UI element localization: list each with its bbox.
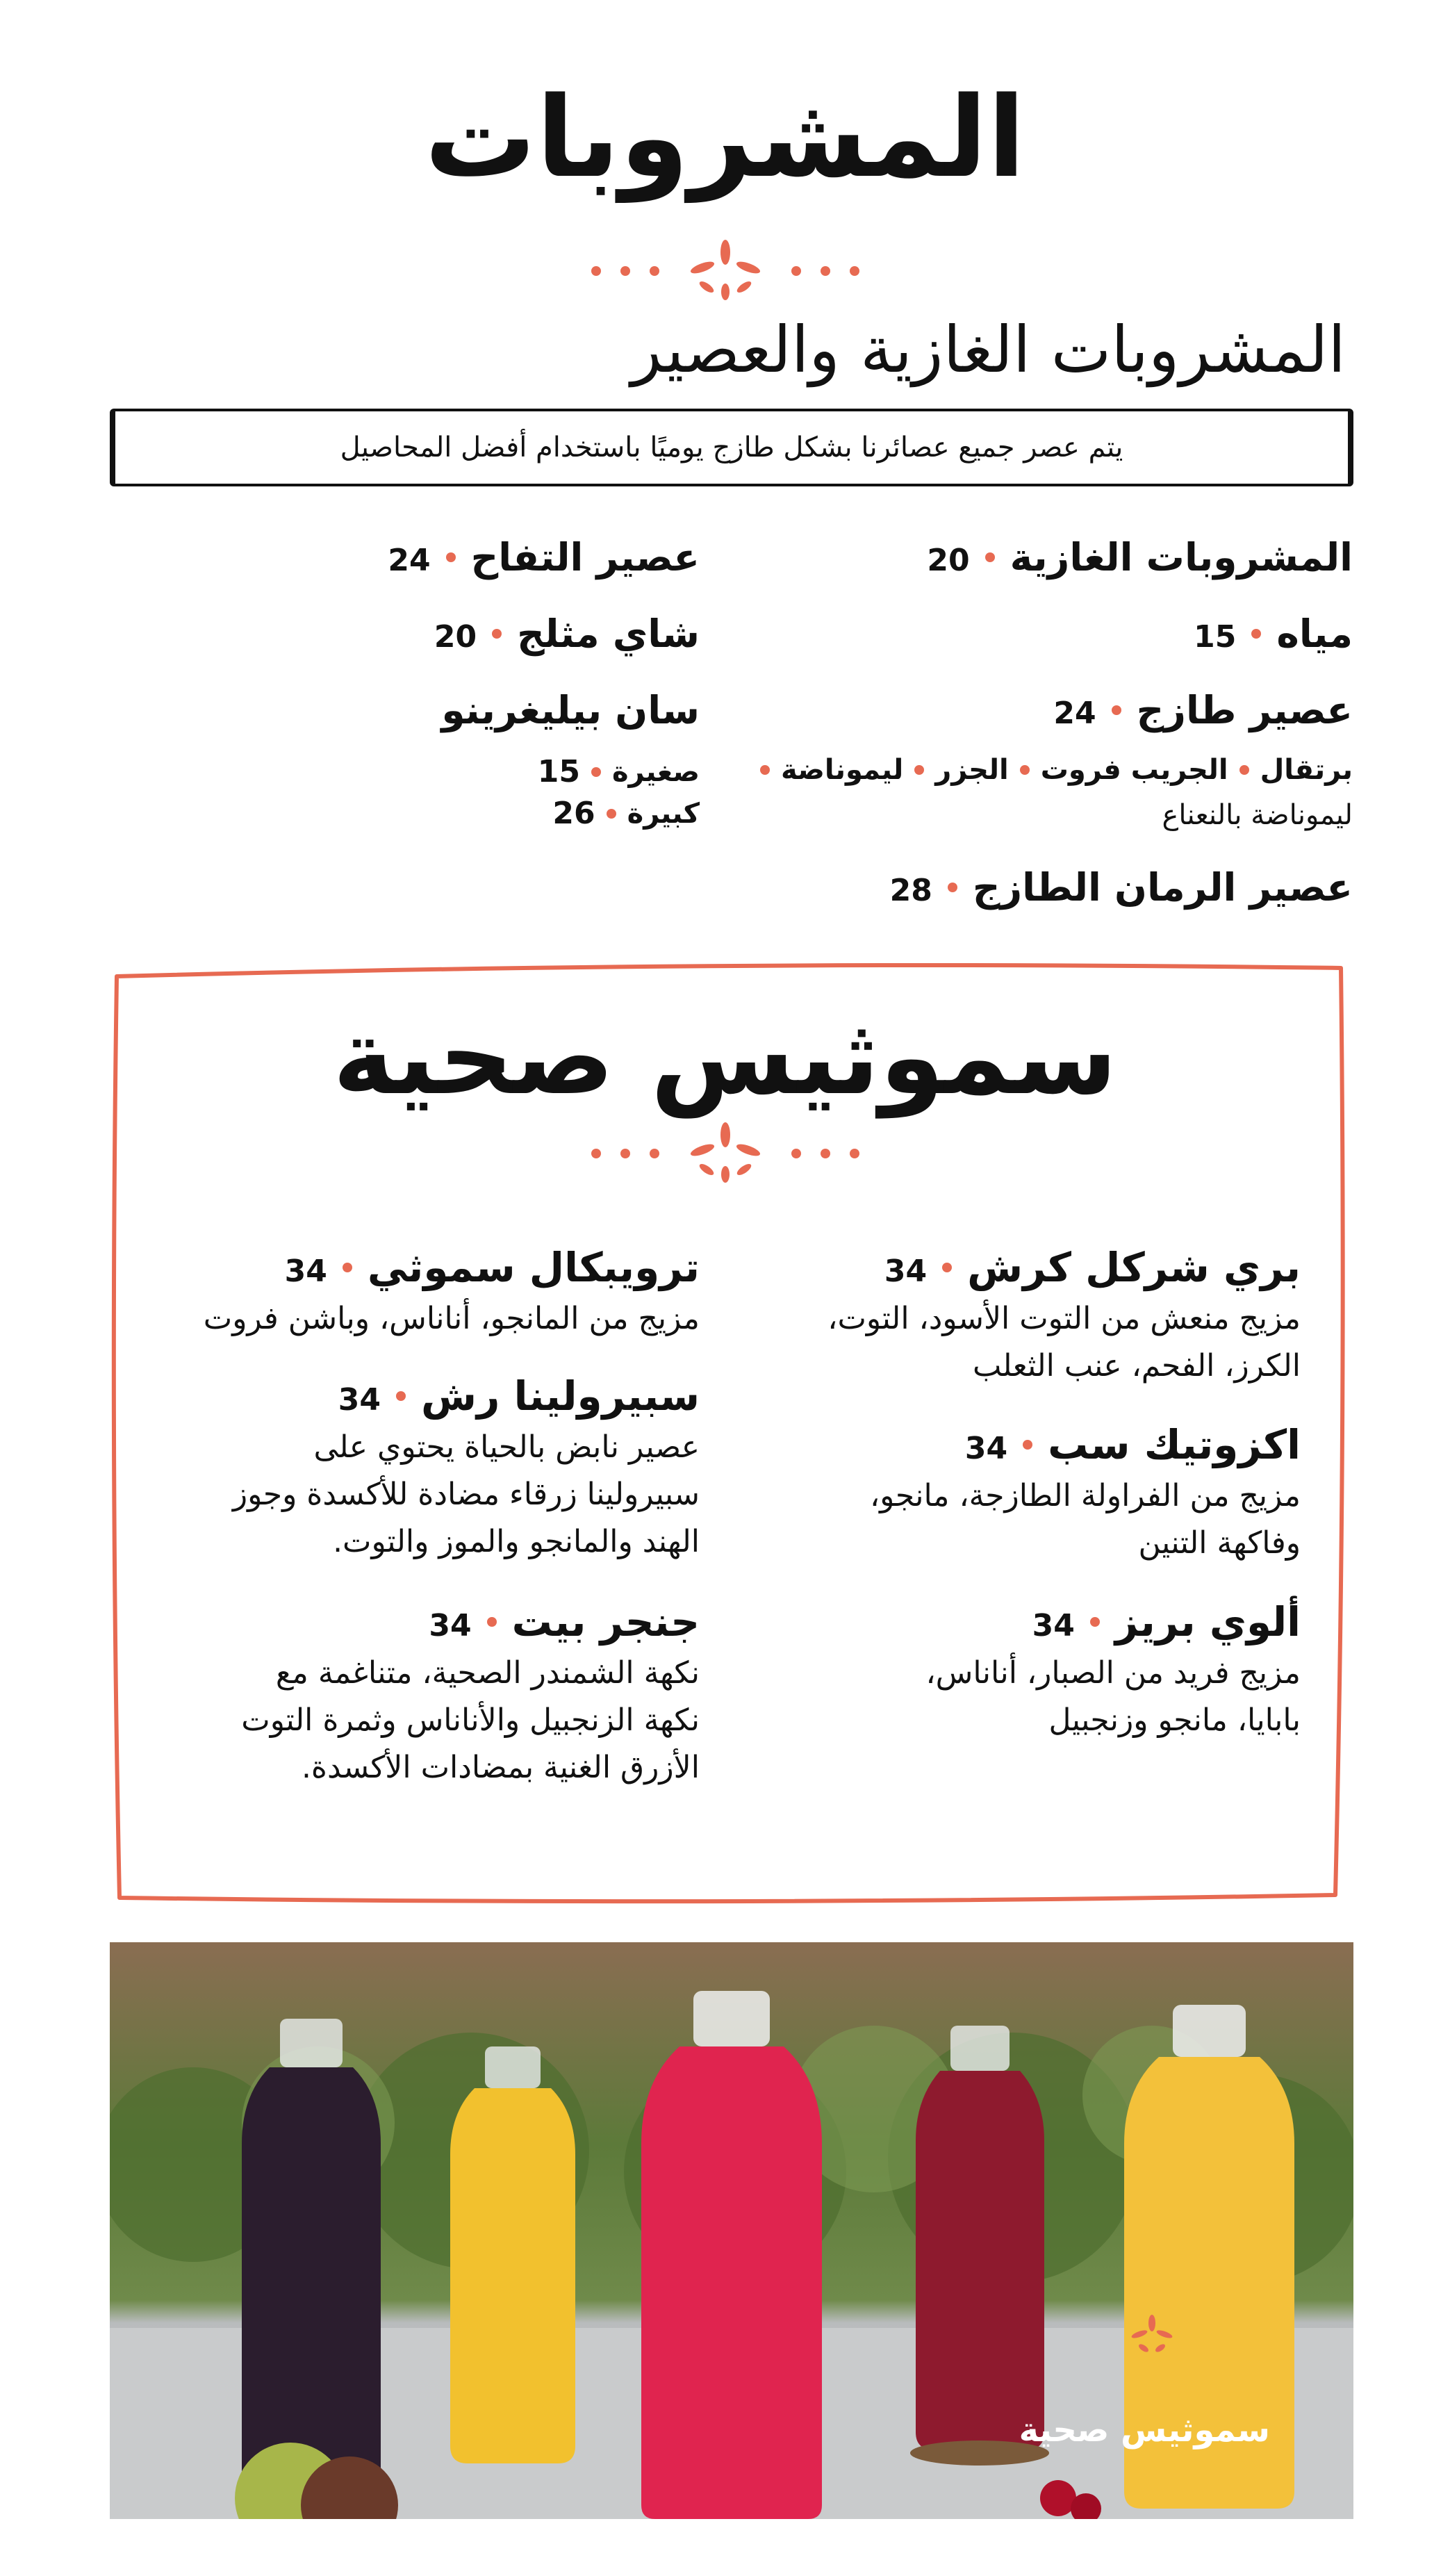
item-price: 24 bbox=[388, 543, 431, 578]
freshness-note-text: يتم عصر جميع عصائرنا بشكل طازج يوميًا باستخدام أفضل المحاصيل bbox=[340, 432, 1123, 463]
bullet-dot bbox=[591, 767, 601, 777]
flavor: الجزر bbox=[935, 754, 1009, 786]
bullet-dot bbox=[985, 552, 995, 562]
item-price: 34 bbox=[1032, 1608, 1075, 1643]
bullet-dot bbox=[396, 1391, 406, 1401]
description-line: مزيج من المانجو، أناناس، وباشن فروت bbox=[203, 1301, 700, 1336]
smoothie-item bbox=[130, 1244, 700, 1343]
description-line: الأزرق الغنية بمضادات الأكسدة. bbox=[301, 1750, 700, 1786]
flavor: ليموناضة بالنعناع bbox=[1162, 799, 1353, 831]
item-price: 24 bbox=[1053, 696, 1096, 731]
smoothie-name-row bbox=[731, 1244, 1301, 1291]
smoothie-bottles-photo bbox=[110, 1942, 1353, 2519]
bullet-dot bbox=[1023, 1440, 1032, 1450]
item-name: اكزوتيك سب bbox=[1048, 1421, 1301, 1468]
freshness-note bbox=[110, 409, 1353, 486]
divider-dots-right bbox=[591, 266, 659, 276]
size-label: كبيرة bbox=[627, 797, 700, 830]
page-title: المشروبات bbox=[425, 72, 1025, 202]
sparkle-burst-icon bbox=[687, 240, 764, 302]
item-price: 20 bbox=[434, 619, 477, 655]
item-price: 20 bbox=[927, 543, 970, 578]
size-label: صغيرة bbox=[611, 755, 700, 788]
san-pellegrino-small bbox=[538, 754, 700, 789]
item-name: شاي مثلج bbox=[517, 612, 700, 656]
flavor: ليموناضة bbox=[781, 754, 904, 786]
menu-item-fresh-juice bbox=[1053, 688, 1353, 732]
bullet-dot bbox=[760, 765, 770, 775]
smoothie-section-title: سموثيس صحية bbox=[332, 997, 1118, 1118]
item-price: 34 bbox=[284, 1254, 327, 1289]
bullet-dot bbox=[1090, 1617, 1100, 1627]
divider-dots-left bbox=[791, 1149, 859, 1158]
bottle-red bbox=[910, 2026, 1049, 2466]
description-line: نكهة الشمندر الصحية، متناغمة مع bbox=[275, 1655, 700, 1691]
smoothie-name-row bbox=[731, 1598, 1301, 1646]
item-name: سبيرولينا رش bbox=[420, 1372, 700, 1420]
smoothie-item bbox=[130, 1372, 700, 1566]
smoothie-item bbox=[130, 1598, 700, 1792]
fresh-juice-flavors bbox=[760, 754, 1353, 786]
smoothie-item bbox=[731, 1421, 1301, 1567]
description-line: مزيج فريد من الصبار، أناناس، bbox=[925, 1655, 1301, 1691]
item-name: بري شركل كرش bbox=[967, 1244, 1301, 1291]
item-price: 34 bbox=[964, 1431, 1008, 1466]
menu-item-water bbox=[1194, 612, 1353, 656]
title-divider bbox=[0, 240, 1450, 302]
item-description bbox=[130, 1650, 700, 1792]
description-line: مزيج من الفراولة الطازجة، مانجو، bbox=[869, 1478, 1301, 1513]
menu-item-soft-drinks bbox=[927, 535, 1353, 580]
photo-caption: سموثيس صحية bbox=[1019, 2411, 1270, 2450]
fresh-juice-extra bbox=[1162, 799, 1353, 831]
smoothie-name-row bbox=[731, 1421, 1301, 1468]
bullet-dot bbox=[446, 552, 456, 562]
description-line: بابايا، مانجو وزنجبيل bbox=[1048, 1703, 1301, 1739]
bullet-dot bbox=[343, 1263, 352, 1272]
bullet-dot bbox=[1020, 765, 1030, 775]
smoothie-item bbox=[731, 1244, 1301, 1390]
item-name: عصير طازج bbox=[1136, 688, 1353, 732]
bullet-dot bbox=[607, 809, 616, 819]
bottle-dark bbox=[242, 2019, 381, 2512]
smoothie-item bbox=[731, 1598, 1301, 1744]
flavor: برتقال bbox=[1260, 754, 1353, 786]
size-price: 15 bbox=[537, 754, 580, 789]
smoothie-name-row bbox=[130, 1598, 700, 1646]
bullet-dot bbox=[492, 629, 502, 639]
item-price: 34 bbox=[338, 1382, 381, 1418]
bullet-dot bbox=[948, 883, 957, 892]
bullet-dot bbox=[487, 1617, 497, 1627]
item-name: ترويبكال سموثي bbox=[367, 1244, 700, 1291]
item-price: 34 bbox=[884, 1254, 928, 1289]
description-line: الهند والمانجو والموز والتوت. bbox=[333, 1524, 700, 1560]
menu-item-san-pellegrino bbox=[441, 688, 700, 732]
item-name: جنجر بيت bbox=[511, 1598, 700, 1646]
sparkle-burst-icon bbox=[687, 1122, 764, 1185]
smoothie-name-row bbox=[130, 1372, 700, 1420]
bottle-yellow bbox=[450, 2046, 575, 2463]
item-name: ألوي بريز bbox=[1114, 1598, 1301, 1646]
size-price: 26 bbox=[552, 796, 595, 831]
description-line: الكرز، الفحم، عنب الثعلب bbox=[972, 1348, 1301, 1384]
item-price: 15 bbox=[1194, 619, 1237, 655]
menu-item-apple-juice bbox=[388, 535, 700, 580]
item-description bbox=[731, 1650, 1301, 1744]
bullet-dot bbox=[914, 765, 924, 775]
item-price: 28 bbox=[889, 873, 932, 908]
smoothie-divider bbox=[0, 1122, 1450, 1185]
description-line: وفاكهة التنين bbox=[1138, 1525, 1301, 1561]
divider-dots-left bbox=[791, 266, 859, 276]
smoothie-name-row bbox=[130, 1244, 700, 1291]
item-name: المشروبات الغازية bbox=[1010, 535, 1353, 580]
bullet-dot bbox=[1239, 765, 1249, 775]
item-description bbox=[130, 1424, 700, 1566]
description-line: عصير نابض بالحياة يحتوي على bbox=[313, 1429, 700, 1465]
item-name: عصير الرمان الطازج bbox=[972, 865, 1353, 910]
item-description bbox=[731, 1295, 1301, 1390]
bullet-dot bbox=[1112, 705, 1121, 715]
san-pellegrino-large bbox=[552, 796, 700, 831]
divider-dots-right bbox=[591, 1149, 659, 1158]
menu-item-iced-tea bbox=[434, 612, 700, 656]
bullet-dot bbox=[1251, 629, 1261, 639]
section-title-juices: المشروبات الغازية والعصير bbox=[631, 313, 1346, 387]
menu-item-pomegranate-juice bbox=[890, 865, 1353, 910]
bullet-dot bbox=[942, 1263, 952, 1272]
item-name: مياه bbox=[1276, 612, 1353, 656]
description-line: نكهة الزنجبيل والأناناس وثمرة التوت bbox=[241, 1703, 700, 1739]
flavor: الجريب فروت bbox=[1040, 754, 1228, 786]
item-name: عصير التفاح bbox=[470, 535, 700, 580]
item-name: سان بيليغرينو bbox=[441, 688, 700, 732]
item-price: 34 bbox=[429, 1608, 472, 1643]
description-line: مزيج منعش من التوت الأسود، التوت، bbox=[827, 1301, 1301, 1336]
description-line: سبيرولينا زرقاء مضادة للأكسدة وجوز bbox=[232, 1477, 700, 1513]
item-description bbox=[130, 1295, 700, 1343]
bottle-pink bbox=[641, 1991, 822, 2519]
item-description bbox=[731, 1472, 1301, 1567]
